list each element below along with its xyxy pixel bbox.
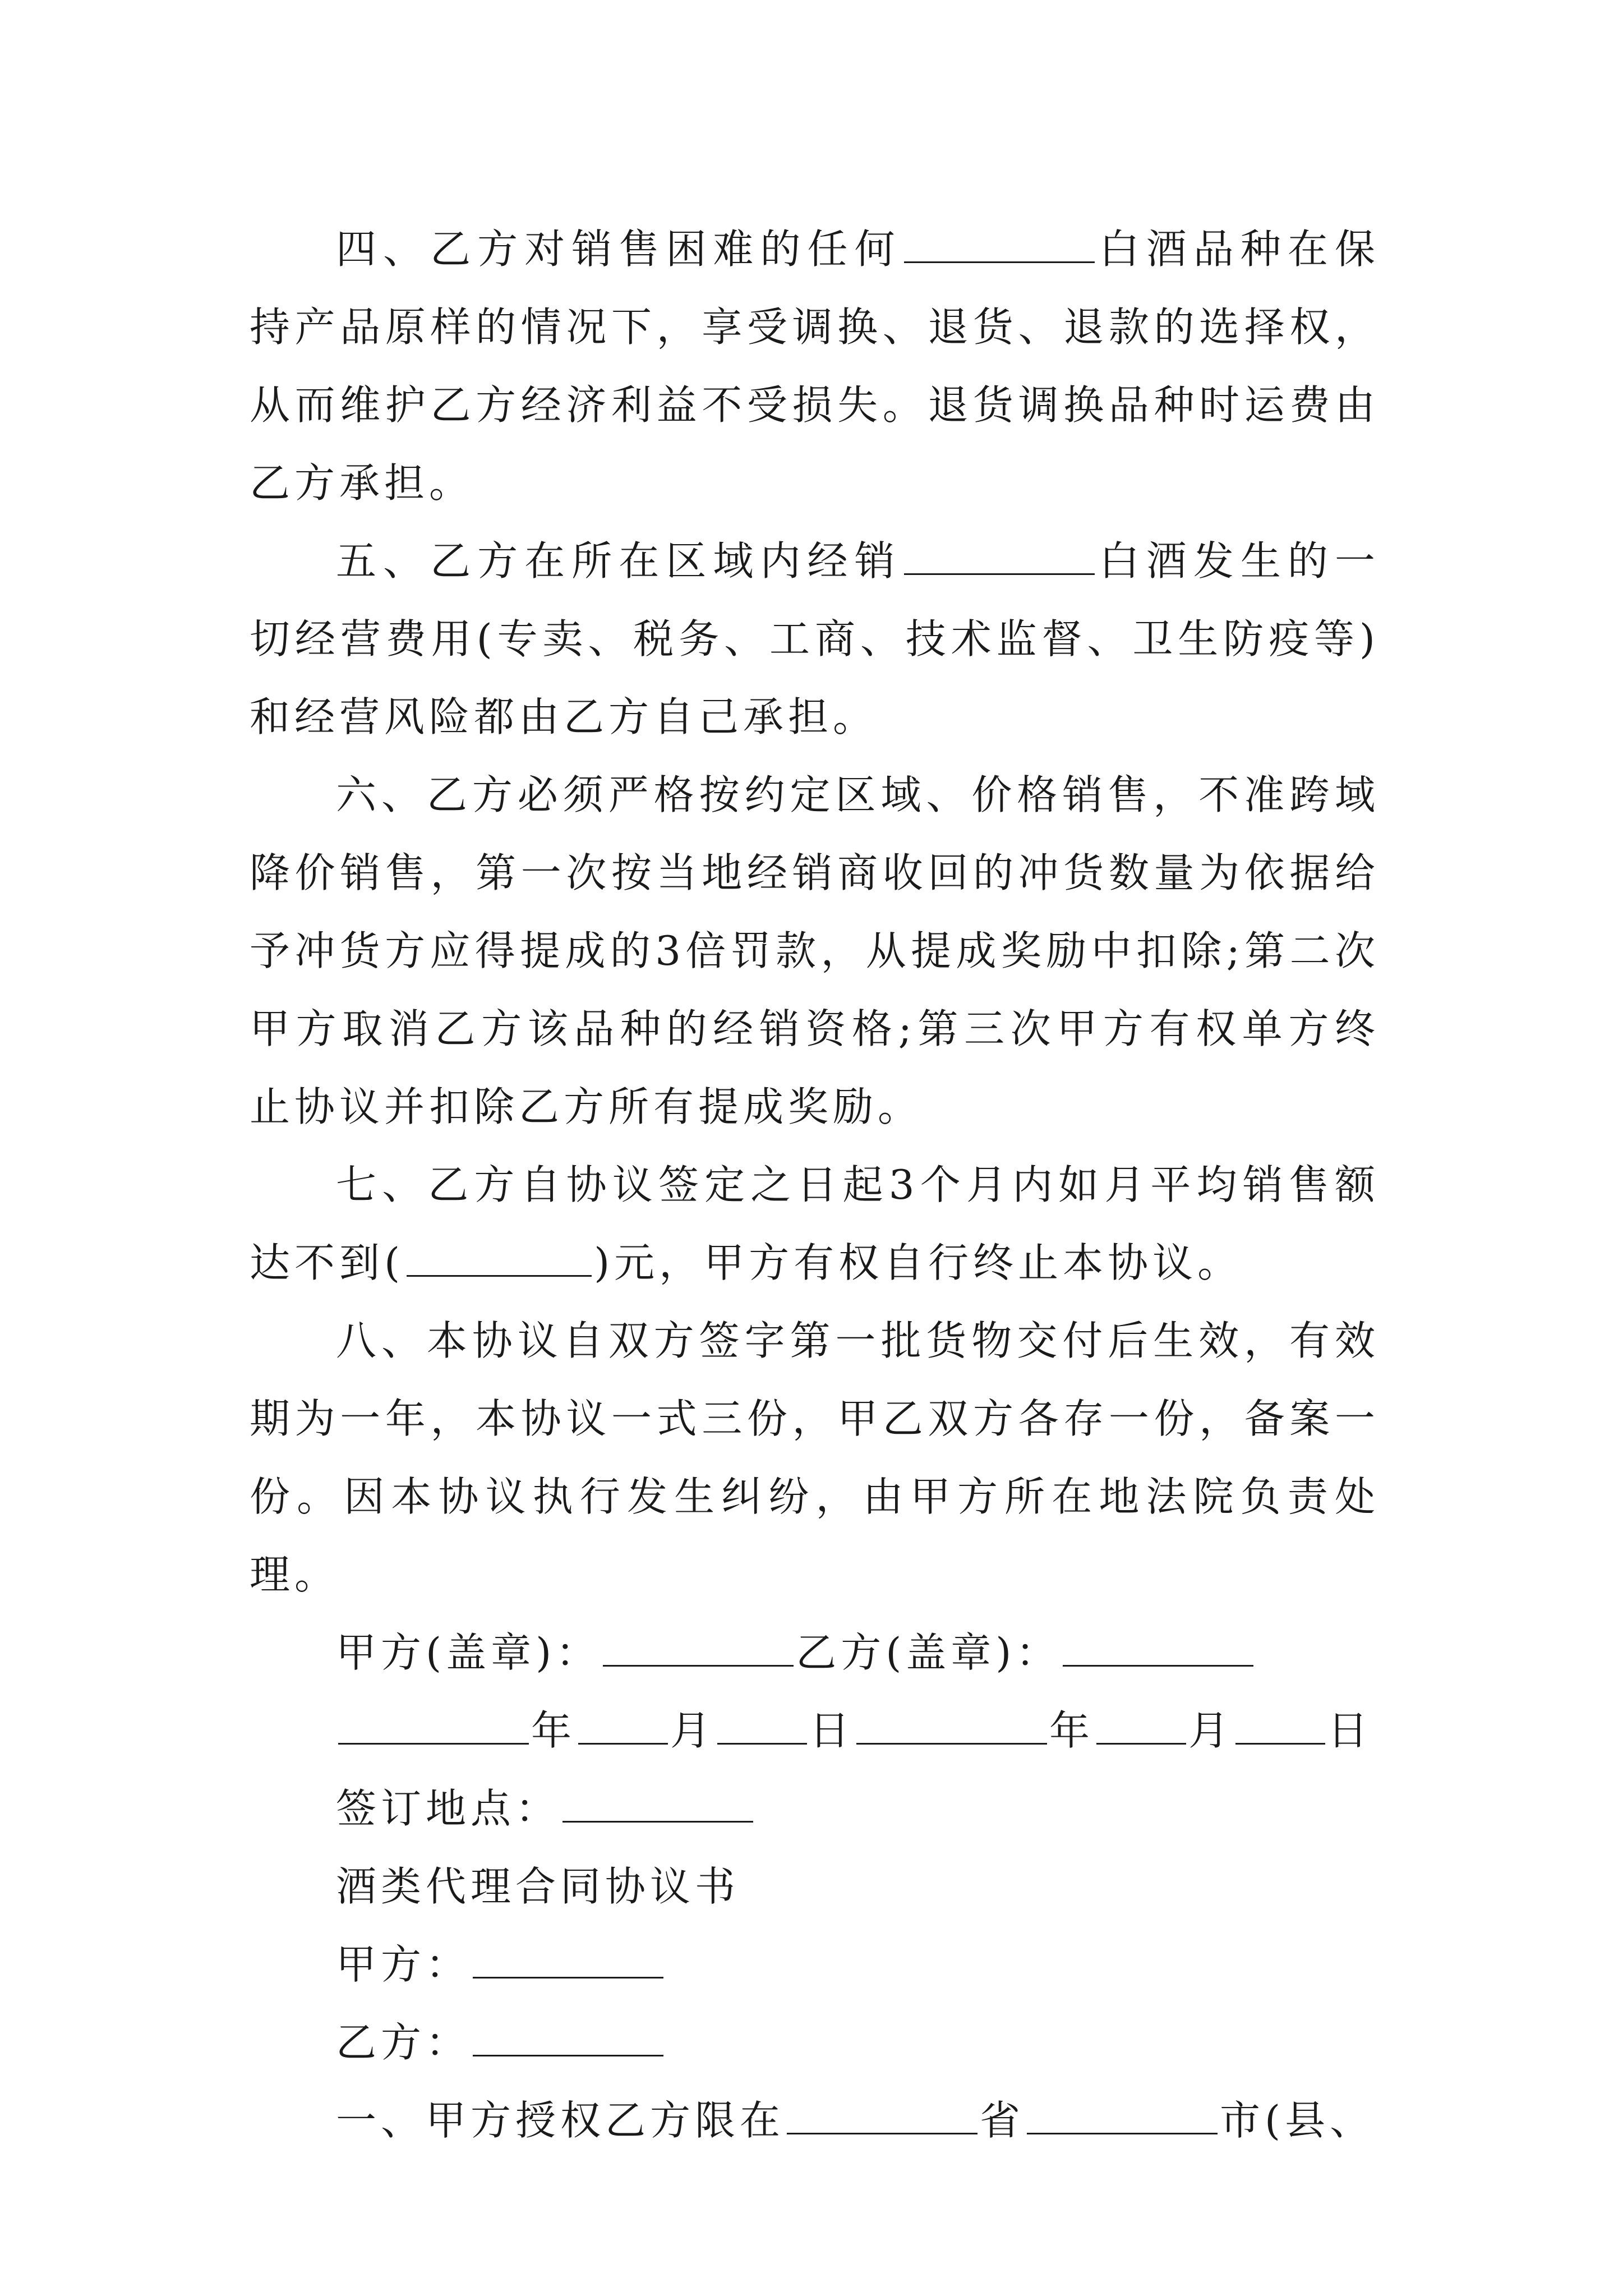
clause-6: 六、乙方必须严格按约定区域、价格销售，不准跨域降价销售，第一次按当地经销商收回的冲货数量为依据给予冲货方应得提成的3倍罚款，从提成奖励中扣除;第二次甲方取消乙方该品种的经销资格;第三次甲方有权单方终止协议并扣除乙方所有提成奖励。 <box>250 771 1380 1130</box>
second-party-a-line <box>250 1926 1380 2004</box>
blank-field[interactable] <box>904 536 1095 575</box>
second-party-a-field[interactable] <box>473 1940 663 1978</box>
second-clause-1-before: 一、甲方授权乙方限在 <box>336 2097 785 2144</box>
clause-4-before: 四、乙方对销售困难的任何 <box>336 226 902 273</box>
city-label: 市(县、 <box>1220 2097 1375 2144</box>
signature-date-line <box>250 1692 1380 1770</box>
signing-place-label: 签订地点： <box>336 1785 561 1832</box>
year-label: 年 <box>1049 1707 1095 1754</box>
city-field[interactable] <box>1027 2096 1218 2134</box>
clause-8: 八、本协议自双方签字第一批货物交付后生效，有效期为一年，本协议一式三份，甲乙双方各存一份，备案一份。因本协议执行发生纠纷，由甲方所在地法院负责处理。 <box>250 1317 1380 1598</box>
second-clause-1 <box>250 2082 1380 2160</box>
party-a-seal-label: 甲方(盖章)： <box>336 1629 601 1676</box>
clause-7-before: 七、乙方自协议签定之日起3个月内如月平均销售额达不到( <box>250 1161 1380 1286</box>
signing-place-field[interactable] <box>562 1784 753 1823</box>
clause-5 <box>250 522 1380 756</box>
province-field[interactable] <box>787 2096 978 2134</box>
second-party-b-field[interactable] <box>473 2018 663 2056</box>
blank-field[interactable] <box>904 224 1095 263</box>
second-party-b-line <box>250 2004 1380 2082</box>
clause-4 <box>250 210 1380 522</box>
day-label: 日 <box>809 1707 855 1754</box>
clause-5-after: 白酒发生的一切经营费用(专卖、税务、工商、技术监督、卫生防疫等)和经营风险都由乙方自己承担。 <box>250 537 1380 740</box>
party-b-seal-label: 乙方(盖章)： <box>796 1629 1061 1676</box>
clause-7 <box>250 1146 1380 1302</box>
signing-place-line <box>250 1770 1380 1848</box>
signature-parties-line <box>250 1614 1380 1692</box>
party-a-year-field[interactable] <box>338 1706 529 1745</box>
clause-4-after: 白酒品种在保持产品原样的情况下，享受调换、退货、退款的选择权，从而维护乙方经济利益不受损失。退货调换品种时运费由乙方承担。 <box>250 226 1380 507</box>
second-party-b-label: 乙方： <box>336 2019 471 2066</box>
province-label: 省 <box>980 2097 1025 2144</box>
month-label: 月 <box>670 1707 716 1754</box>
party-a-month-field[interactable] <box>578 1706 668 1745</box>
party-b-day-field[interactable] <box>1235 1706 1325 1745</box>
second-party-a-label: 甲方： <box>336 1941 471 1988</box>
second-contract-title: 酒类代理合同协议书 <box>336 1863 740 1910</box>
amount-blank-field[interactable] <box>407 1238 592 1277</box>
party-b-year-field[interactable] <box>856 1706 1047 1745</box>
party-a-day-field[interactable] <box>717 1706 807 1745</box>
party-b-month-field[interactable] <box>1096 1706 1186 1745</box>
month-label: 月 <box>1188 1707 1234 1754</box>
year-label: 年 <box>531 1707 577 1754</box>
document-page <box>250 210 1380 2160</box>
party-a-seal-field[interactable] <box>603 1628 794 1667</box>
party-b-seal-field[interactable] <box>1063 1628 1253 1667</box>
clause-5-before: 五、乙方在所在区域内经销 <box>336 537 902 585</box>
clause-7-after: )元，甲方有权自行终止本协议。 <box>594 1239 1243 1286</box>
day-label: 日 <box>1327 1707 1373 1754</box>
